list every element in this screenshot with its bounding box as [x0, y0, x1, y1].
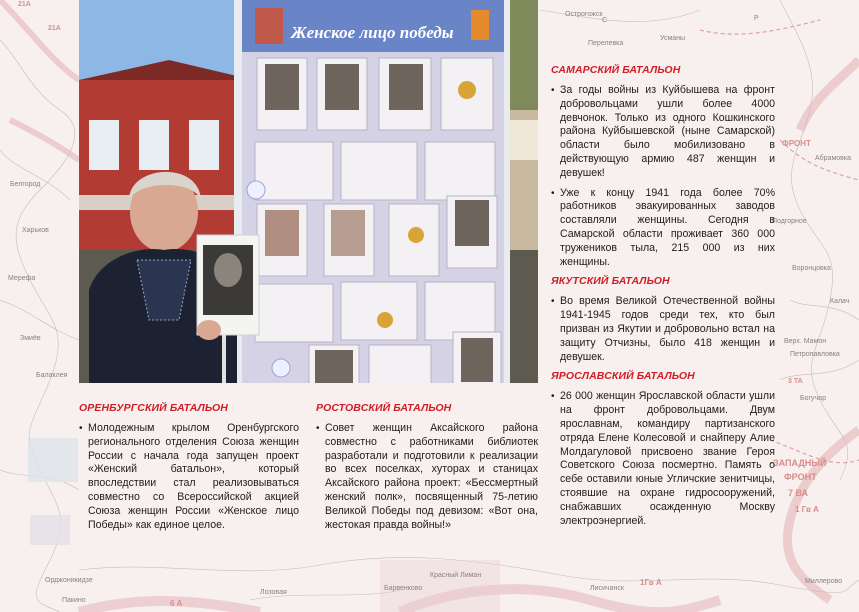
svg-text:Перелевка: Перелевка — [588, 40, 624, 47]
svg-text:Богучар: Богучар — [800, 395, 826, 402]
bullet-icon: • — [551, 85, 555, 96]
svg-text:3 ТА: 3 ТА — [788, 378, 803, 385]
svg-text:Харьков: Харьков — [22, 227, 49, 234]
svg-text:Абрамовка: Абрамовка — [815, 155, 851, 162]
svg-text:Лисичанск: Лисичанск — [590, 585, 624, 592]
section-orenburg — [79, 402, 299, 538]
svg-text:С: С — [602, 17, 608, 24]
svg-text:Острогожск: Острогожск — [565, 11, 603, 18]
list-item — [316, 422, 538, 532]
list-item-text: Совет женщин Аксайского района совместно с работниками библиотек разработали и подготовили к реализации во всех поселках, хуторах и станицах Аксайского района проект: «Бессмертный женский полк», посвященный 75-летию Великой Победы под девизом: «Вот она, жестокая правда войны!» — [325, 422, 538, 531]
svg-text:Пакино: Пакино — [62, 597, 86, 604]
svg-text:1Гв А: 1Гв А — [640, 578, 662, 587]
svg-text:Змиёв: Змиёв — [20, 335, 41, 342]
list-item-text: Уже к концу 1941 года более 70% работников эвакуированных заводов составляли женщины. Сегодня в Самарской области проживает 360 000 тружеников тыла, 215 000 из них женщины. — [560, 186, 775, 268]
svg-text:Подгорное: Подгорное — [772, 218, 807, 225]
svg-text:ФРОНТ: ФРОНТ — [782, 139, 811, 148]
svg-text:Р: Р — [754, 15, 759, 22]
list-item — [551, 390, 775, 528]
svg-text:Петропавловка: Петропавловка — [790, 351, 840, 358]
svg-text:Мерефа: Мерефа — [8, 275, 36, 282]
list-item — [79, 422, 299, 532]
svg-text:Барвенково: Барвенково — [384, 585, 423, 592]
battalion-photo — [79, 0, 538, 383]
section-heading: ОРЕНБУРГСКИЙ БАТАЛЬОН — [79, 402, 228, 414]
section-heading: РОСТОВСКИЙ БАТАЛЬОН — [316, 402, 452, 414]
svg-text:Орджоникидзе: Орджоникидзе — [45, 577, 93, 584]
bullet-icon: • — [551, 296, 555, 308]
list-item-text: Молодежным крылом Оренбургского регионального отделения Союза женщин России с начала года запущен проект «Женский батальон», который впоследствии стал реализовываться совместно со Всероссийской акцией Союза женщин России «Женское лицо Победы» как единое целое. — [88, 422, 299, 531]
list-item — [551, 295, 775, 364]
section-heading: ЯРОСЛАВСКИЙ БАТАЛЬОН — [551, 370, 695, 383]
section-samara — [551, 64, 775, 269]
bullet-icon: • — [79, 423, 83, 434]
svg-text:Калач: Калач — [830, 298, 850, 305]
svg-text:-ЗАПАДНЫЙ: -ЗАПАДНЫЙ — [770, 458, 827, 468]
svg-text:21А: 21А — [18, 1, 31, 8]
list-item-text: Во время Великой Отечественной войны 1941-1945 годов среди тех, кто был призван из Якутии и добровольно встал на защиту Отчизны, было 418 женщин и девушек. — [560, 295, 775, 363]
list-item-text: 26 000 женщин Ярославской области ушли на фронт добровольцами. Двум ярославнам, командиру партизанского отряда Елене Колесовой и снайперу Алие Молдагуловой присвоено звание Героя Советского Союза посмертно. Память о себе оставили юные Угличские зенитчицы, стоявшие на охране гидросооружений, снабжавших осажденную Москву электроэнергией. — [560, 390, 775, 527]
bullet-icon: • — [551, 187, 555, 199]
svg-text:Миллерово: Миллерово — [805, 578, 843, 585]
section-rostov — [316, 402, 538, 538]
svg-text:Воронцовка: Воронцовка — [792, 265, 831, 272]
bullet-icon: • — [551, 391, 555, 403]
svg-text:21А: 21А — [48, 25, 61, 32]
svg-text:Лозовая: Лозовая — [260, 589, 287, 596]
section-yakutia — [551, 275, 775, 364]
section-heading: САМАРСКИЙ БАТАЛЬОН — [551, 64, 681, 76]
svg-text:7 ВА: 7 ВА — [788, 488, 809, 498]
svg-text:Красный Лиман: Красный Лиман — [430, 572, 482, 579]
poster-title: Женское лицо победы — [291, 23, 454, 42]
list-item — [551, 84, 775, 181]
svg-text:ФРОНТ: ФРОНТ — [784, 472, 817, 482]
svg-text:Усманы: Усманы — [660, 35, 686, 42]
right-column — [551, 64, 775, 534]
svg-text:1 Гв А: 1 Гв А — [795, 505, 819, 514]
list-item — [551, 187, 775, 270]
svg-text:Балаклея: Балаклея — [36, 372, 68, 379]
list-item-text: За годы войны из Куйбышева на фронт добровольцами ушли более 4000 девчонок. Только из одного Кошкинского района Куйбышевской (ныне Самарской) области было мобилизовано в действующую армию 487 женщин и девушек! — [560, 84, 775, 179]
svg-text:Верх. Мамон: Верх. Мамон — [784, 338, 827, 345]
svg-text:6 А: 6 А — [170, 599, 183, 608]
bullet-icon: • — [316, 423, 320, 434]
section-heading: ЯКУТСКИЙ БАТАЛЬОН — [551, 275, 670, 288]
svg-text:Белгород: Белгород — [10, 181, 41, 188]
section-yaroslavl — [551, 370, 775, 528]
